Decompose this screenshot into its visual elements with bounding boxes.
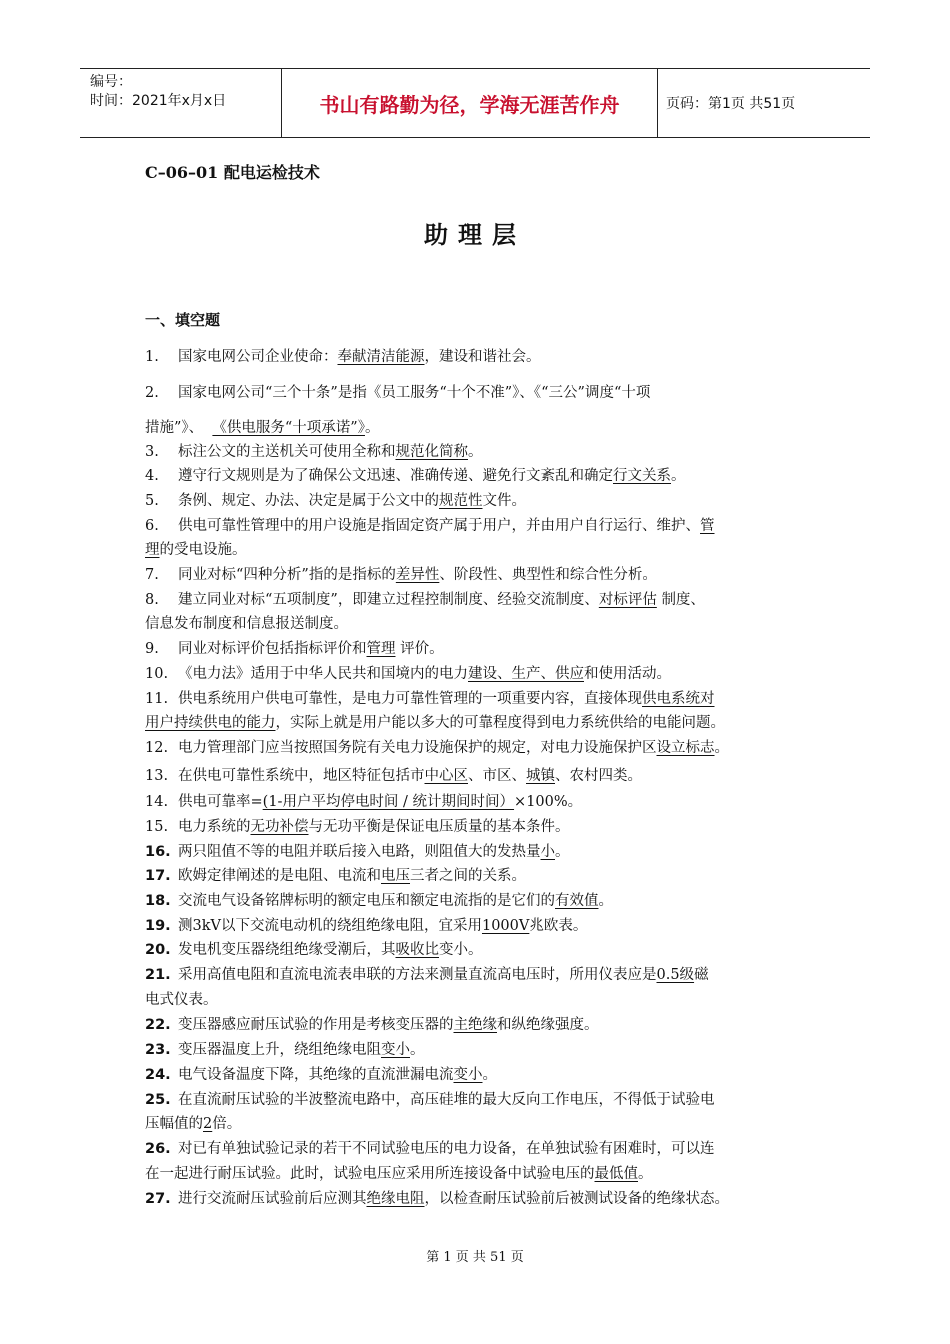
question-item: 26. 对已有单独试验记录的若干不同试验电压的电力设备，在单独试验有困难时，可以连 [145,1141,715,1157]
question-item: 1. 国家电网公司企业使命：奉献清洁能源，建设和谐社会。 [145,349,541,365]
question-item: 23. 变压器温度上升，绕组绝缘电阻变小。 [145,1042,425,1058]
time-label: 时间：2021年x月x日 [90,93,227,109]
document-header [80,68,870,138]
header-slogan: 书山有路勤为径，学海无涯苦作舟 [282,69,658,137]
question-item: 3. 标注公文的主送机关可使用全称和规范化简称。 [145,444,483,460]
question-item: 12. 电力管理部门应当按照国务院有关电力设施保护的规定，对电力设施保护区设立标志。 [145,740,729,756]
question-item: 8. 建立同业对标“五项制度”，即建立过程控制制度、经验交流制度、对标评估 制度、 [145,592,705,608]
question-item: 2. 国家电网公司“三个十条”是指《员工服务“十个不准”》、《“三公”调度“十项 [145,385,651,401]
document-code-title: C–06–01 配电运检技术 [145,163,320,182]
question-item-continuation: 压幅值的2倍。 [145,1116,242,1132]
question-item: 24. 电气设备温度下降，其绝缘的直流泄漏电流变小。 [145,1067,497,1083]
question-item: 22. 变压器感应耐压试验的作用是考核变压器的主绝缘和纵绝缘强度。 [145,1017,599,1033]
question-item: 7. 同业对标“四种分析”指的是指标的差异性、阶段性、典型性和综合性分析。 [145,567,657,583]
question-item-continuation: 理的受电设施。 [145,542,247,558]
main-title: 助理层 [424,220,526,249]
question-item: 15. 电力系统的无功补偿与无功平衡是保证电压质量的基本条件。 [145,819,570,835]
question-item: 17. 欧姆定律阐述的是电阻、电流和电压三者之间的关系。 [145,868,526,884]
question-item: 27. 进行交流耐压试验前后应测其绝缘电阻，以检查耐压试验前后被测试设备的绝缘状态。 [145,1191,729,1207]
question-item: 16. 两只阻值不等的电阻并联后接入电路，则阻值大的发热量小。 [145,844,570,860]
question-item: 20. 发电机变压器绕组绝缘受潮后，其吸收比变小。 [145,942,483,958]
question-item: 25. 在直流耐压试验的半波整流电路中，高压硅堆的最大反向工作电压，不得低于试验电 [145,1092,715,1108]
question-item: 10. 《电力法》适用于中华人民共和国境内的电力建设、生产、供应和使用活动。 [145,666,671,682]
header-page-info: 页码：第1页 共51页 [666,96,796,112]
question-item: 5. 条例、规定、办法、决定是属于公文中的规范性文件。 [145,493,526,509]
question-item: 6. 供电可靠性管理中的用户设施是指固定资产属于用户，并由用户自行运行、维护、管 [145,518,715,534]
question-item: 4. 遵守行文规则是为了确保公文迅速、准确传递、避免行文紊乱和确定行文关系。 [145,468,686,484]
question-item: 14. 供电可靠率=(1-用户平均停电时间 / 统计期间时间）×100%。 [145,794,583,810]
question-item: 11. 供电系统用户供电可靠性，是电力可靠性管理的一项重要内容，直接体现供电系统对 [145,691,715,707]
question-item-continuation: 措施”》、 《供电服务“十项承诺”》。 [145,420,380,436]
page-footer: 第 1 页 共 51 页 [426,1250,524,1265]
header-meta [80,69,282,137]
question-item: 13. 在供电可靠性系统中，地区特征包括市中心区、市区、城镇、农村四类。 [145,768,642,784]
number-label: 编号： [90,74,132,90]
question-item-continuation: 电式仪表。 [145,992,218,1008]
question-item-continuation: 用户持续供电的能力，实际上就是用户能以多大的可靠程度得到电力系统供给的电能问题。 [145,715,725,731]
question-item-continuation: 信息发布制度和信息报送制度。 [145,616,348,632]
section-title: 一、填空题 [145,311,221,329]
question-item: 9. 同业对标评价包括指标评价和管理 评价。 [145,641,444,657]
question-item: 18. 交流电气设备铭牌标明的额定电压和额定电流指的是它们的有效值。 [145,893,613,909]
question-item-continuation: 在一起进行耐压试验。此时，试验电压应采用所连接设备中试验电压的最低值。 [145,1166,653,1182]
question-item: 21. 采用高值电阻和直流电流表串联的方法来测量直流高电压时，所用仪表应是0.5级磁 [145,967,709,983]
question-item: 19. 测3kV以下交流电动机的绕组绝缘电阻，宜采用1000V兆欧表。 [145,918,588,934]
